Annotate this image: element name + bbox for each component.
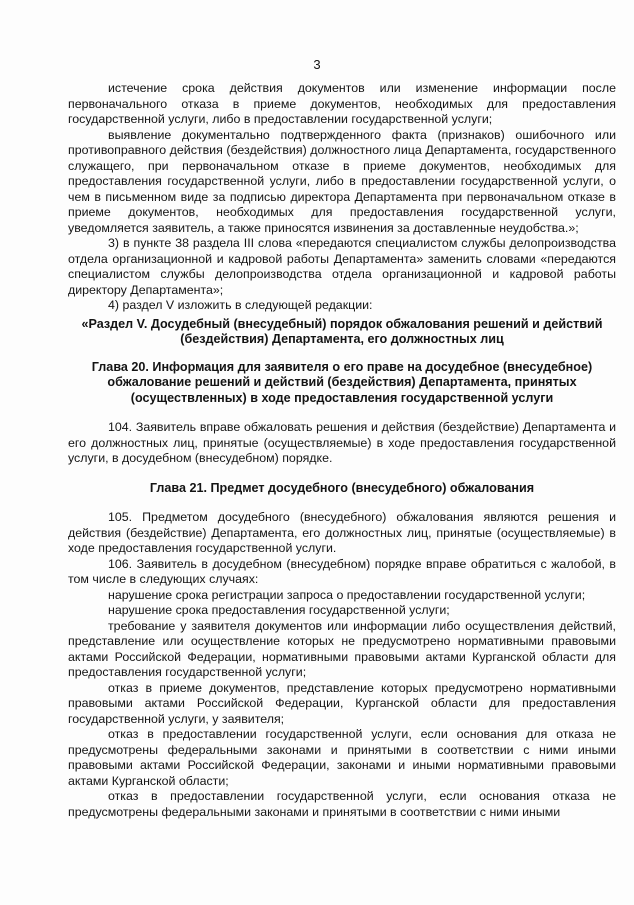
paragraph: 106. Заявитель в досудебном (внесудебном) порядке вправе обратиться с жалобой, в том числе в следующих случаях:: [68, 556, 616, 586]
list-item: отказ в предоставлении государственной услуги, если основания отказа не предусмотрены федеральными законами и принятыми в соответствии с ними иными: [68, 789, 616, 819]
paragraph: истечение срока действия документов или изменение информации после первоначального отказа в приеме документов, необходимых для предоставления государственной услуги, либо в предоставлении государственной услуги;: [68, 81, 616, 126]
paragraph: 105. Предметом досудебного (внесудебного) обжалования являются решения и действия (бездействие) Департамента, его должностных лиц, принятые (осуществляемые) в ходе предоставления государственной услуги.: [68, 510, 616, 555]
list-item: нарушение срока предоставления государственной услуги;: [108, 603, 450, 617]
paragraph: 3) в пункте 38 раздела III слова «передаются специалистом службы делопроизводства отдела организационной и кадровой работы Департамента» заменить словами «передаются специалистом службы делопроизводства отдела организационной и кадровой работы директору Департамента»;: [68, 236, 616, 297]
list-item: отказ в предоставлении государственной услуги, если основания для отказа не предусмотрены федеральными законами и принятыми в соответствии с ними иными правовыми актами Российской Федерации, законами и иными нормативными правовыми актами Курганской области;: [68, 727, 616, 788]
document-body: [68, 81, 616, 820]
list-item: отказ в приеме документов, представление которых предусмотрено нормативными правовыми актами Российской Федерации, Курганской области для предоставления государственной услуги, у заявителя;: [68, 680, 616, 726]
paragraph: 104. Заявитель вправе обжаловать решения и действия (бездействие) Департамента и его должностных лиц, принятые (осуществляемые) в ходе предоставления государственной услуги, в досудебном (внесудебном) порядке.: [68, 420, 616, 465]
chapter-heading: Глава 21. Предмет досудебного (внесудебного) обжалования: [149, 480, 535, 495]
list-item: нарушение срока регистрации запроса о предоставлении государственной услуги;: [108, 587, 586, 602]
list-item: требование у заявителя документов или информации либо осуществления действий, представление или осуществление которых не предусмотрено нормативными правовыми актами Российской Федерации, нормативными правовыми актами Курганской области для предоставления государственной услуги;: [68, 618, 616, 679]
section-heading: «Раздел V. Досудебный (внесудебный) порядок обжалования решений и действий (бездействия) Департамента, его должностных лиц: [81, 316, 603, 346]
paragraph: выявление документально подтвержденного факта (признаков) ошибочного или противоправного действия (бездействия) должностного лица Департамента, государственного служащего, при первоначальном отказе в приеме документов, необходимых для предоставления государственной услуги, либо в предоставлении государственной услуги, о чем в письменном виде за подписью директора Департамента при первоначальном отказе в приеме документов, необходимых для предоставления государственной услуги, уведомляется заявитель, а также приносятся извинения за доставленные неудобства.»;: [68, 127, 616, 235]
paragraph: 4) раздел V изложить в следующей редакции:: [108, 298, 373, 312]
chapter-heading: Глава 20. Информация для заявителя о его праве на досудебное (внесудебное) обжалование решений и действий (бездействия) Департамента, принятых (осуществленных) в ходе предоставления государственной услуги: [91, 359, 593, 405]
page-number: 3: [313, 57, 321, 72]
